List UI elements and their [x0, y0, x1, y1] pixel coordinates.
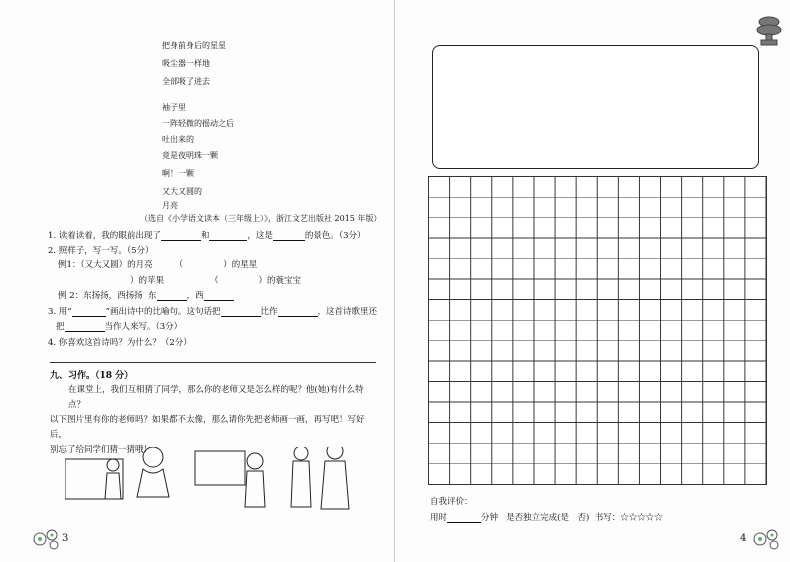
page-number: 3 — [62, 533, 69, 544]
flower-decoration-icon — [752, 527, 782, 551]
example-1-row-2: ）的苹果 （ ）的蓑宝宝 — [130, 276, 302, 286]
page-number: 4 — [740, 533, 747, 544]
question-3: 3. 用“ ”画出诗中的比喻句。这句话把 比作 ，这首诗歌里还 — [48, 307, 378, 317]
prompt-line: 在课堂上，我们互相猜了同学，那么你的老师又是怎么样的呢？他(她)有什么特点？ — [68, 385, 364, 410]
writing-grid[interactable] — [428, 176, 767, 485]
example-1: 例1：（又大又圆）的月亮 （ ）的星星 — [58, 260, 258, 270]
writing-rating[interactable]: 书写：☆☆☆☆☆ — [594, 513, 663, 523]
poem-line: 一阵轻微的摇动之后 — [162, 119, 234, 128]
poem-line: 吐出来的 — [162, 135, 194, 144]
flower-decoration-icon — [32, 527, 62, 551]
answer-blank[interactable] — [72, 307, 106, 317]
section-title: 九、习作。（18 分） — [50, 371, 134, 381]
self-eval-title: 自我评价： — [430, 497, 473, 507]
question-1: 1. 读着读着，我的眼前出现了 和 ，这是 的景色。（3分） — [48, 231, 366, 241]
self-eval-row: 用时 分钟 是否独立完成(是 否) 书写：☆☆☆☆☆ — [430, 513, 663, 523]
answer-line[interactable] — [50, 362, 376, 363]
poem-line: 全部吸了进去 — [162, 77, 210, 86]
poem-line: 袖子里 — [162, 103, 186, 112]
poem-line: 竟是夜明珠一颗 — [162, 151, 218, 160]
answer-blank[interactable] — [157, 291, 187, 301]
poem-line: 又大又圆的 — [162, 187, 202, 196]
poem-line: 啊！一颗 — [162, 169, 194, 178]
poem-line: 吸尘器一样地 — [162, 59, 210, 68]
answer-blank[interactable] — [204, 291, 234, 301]
drawing-box[interactable] — [432, 45, 759, 169]
answer-blank[interactable] — [65, 322, 105, 332]
source-citation: （选自《小学语文读本（三年级上）》，浙江文艺出版社 2015 年版） — [140, 214, 382, 223]
time-blank[interactable] — [447, 513, 481, 523]
question-2: 2. 照样子，写一写。（5分） — [48, 246, 154, 256]
answer-blank[interactable] — [209, 231, 247, 241]
prompt-line: 别忘了给同学们猜一猜哦！ — [50, 445, 153, 455]
answer-blank[interactable] — [221, 307, 261, 317]
answer-blank[interactable] — [278, 307, 318, 317]
question-4: 4. 你喜欢这首诗吗？为什么？（2分） — [48, 338, 192, 348]
prompt-line: 以下图片里有你的老师吗？如果都不太像，那么请你先把老师画一画，再写吧！写好后， — [50, 415, 365, 440]
example-2: 例 2：东扬扬，西扬扬 东 ，西 — [58, 289, 234, 301]
answer-blank[interactable] — [273, 231, 305, 241]
poem-line: 月亮 — [162, 201, 178, 210]
tree-decoration-icon — [755, 14, 783, 48]
answer-blank[interactable] — [161, 231, 201, 241]
poem-line: 把身前身后的星星 — [162, 41, 226, 50]
teacher-illustrations — [65, 447, 355, 515]
question-3-line-2: 把 当作人来写。（3分） — [56, 322, 183, 332]
